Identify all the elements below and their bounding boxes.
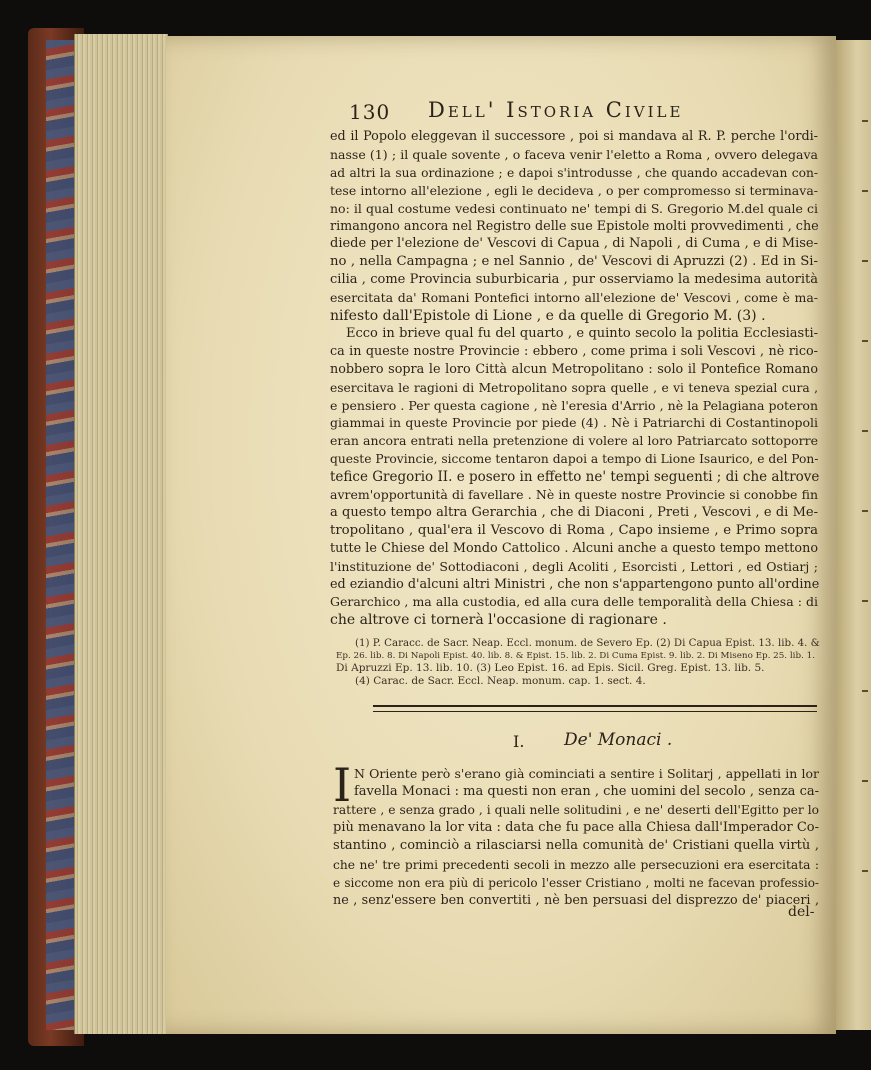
- section-line: che ne' tre primi precedenti secoli in mezzo alle persecuzioni era esercitata :: [333, 857, 819, 872]
- section-line: rattere , e senza grado , i quali nelle solitudini , e ne' deserti dell'Egitto per lo: [333, 803, 819, 818]
- body-line: a questo tempo altra Gerarchia , che di Diaconi , Preti , Vescovi , e di Me-: [330, 504, 818, 520]
- body-line: che altrove ci tornerà l'occasione di ragionare .: [330, 612, 667, 629]
- section-rule: [373, 705, 817, 707]
- body-line: rimangono ancora nel Registro delle sue Epistole molti provvedimenti , che: [330, 218, 819, 234]
- body-line: diede per l'elezione de' Vescovi di Capua , di Napoli , di Cuma , e di Mise-: [330, 236, 818, 252]
- section-line: favella Monaci : ma questi non eran , che uomini del secolo , senza ca-: [354, 784, 819, 800]
- body-line: avrem'opportunità di favellare . Nè in queste nostre Provincie si conobbe fin: [330, 487, 818, 502]
- initial-letter: I: [333, 758, 352, 812]
- body-line: ed il Popolo eleggevan il successore , poi si mandava al R. P. perche l'ordi-: [330, 129, 818, 144]
- right-page-edge: [836, 40, 871, 1030]
- body-line: tutte le Chiese del Mondo Cattolico . Alcuni anche a questo tempo mettono: [330, 540, 818, 556]
- body-line: nobbero sopra le loro Città alcun Metropolitano : solo il Pontefice Romano: [330, 361, 818, 377]
- body-line: cilia , come Provincia suburbicaria , pur osserviamo la medesima autorità: [330, 272, 818, 288]
- body-line: no , nella Campagna ; e nel Sannio , de' Vescovi di Apruzzi (2) . Ed in Si-: [330, 254, 818, 270]
- section-number: I.: [513, 732, 525, 751]
- body-line: tese intorno all'elezione , egli le decideva , o per compromesso si terminava-: [330, 182, 818, 198]
- body-line: Gerarchico , ma alla custodia, ed alla cura delle temporalità della Chiesa : di: [330, 594, 818, 610]
- body-line: l'instituzione de' Sottodiaconi , degli Acoliti , Esorcisti , Lettori , ed Ostiarj ;: [330, 558, 818, 574]
- body-line: esercitava le ragioni di Metropolitano sopra quelle , e vi teneva spezial cura ,: [330, 380, 818, 395]
- section-line: ne , senz'essere ben convertiti , nè ben persuasi del disprezzo de' piaceri ,: [333, 892, 819, 908]
- body-line: tefice Gregorio II. e posero in effetto ne' tempi seguenti ; di che altrove: [330, 469, 820, 486]
- section-line: stantino , cominciò a rilasciarsi nella comunità de' Cristiani quella virtù ,: [333, 838, 819, 854]
- footnote-line: (1) P. Caracc. de Sacr. Neap. Eccl. monum. de Severo Ep. (2) Di Capua Epist. 13. lib. 4. &: [355, 637, 820, 649]
- body-line: ca in queste nostre Provincie : ebbero , come prima i soli Vescovi , nè rico-: [330, 343, 818, 359]
- section-line: e siccome non era più di pericolo l'esser Cristiano , molti ne facevan professio-: [333, 875, 819, 890]
- footnote-line: (4) Carac. de Sacr. Eccl. Neap. monum. cap. 1. sect. 4.: [355, 674, 646, 687]
- body-line: nasse (1) ; il quale sovente , o faceva venir l'eletto a Roma , ovvero delegava: [330, 146, 818, 162]
- body-line: eran ancora entrati nella pretenzione di volere al loro Patriarcato sottoporre: [330, 433, 818, 449]
- body-line: no: il qual costume vedesi continuato ne' tempi di S. Gregorio M.del quale ci: [330, 200, 818, 216]
- page-number: 130: [349, 100, 391, 124]
- body-line: ad altri la sua ordinazione ; e dapoi s'introdusse , che quando accadevan con-: [330, 165, 818, 180]
- body-line: giammai in queste Provincie por piede (4) . Nè i Patriarchi di Costantinopoli: [330, 415, 818, 431]
- body-line: e pensiero . Per questa cagione , nè l'eresia d'Arrio , nè la Pelagiana poteron: [330, 397, 818, 413]
- footnote-line: Di Apruzzi Ep. 13. lib. 10. (3) Leo Epist. 16. ad Epis. Sicil. Greg. Epist. 13. lib. 5.: [336, 662, 765, 674]
- running-title: Dell' Istoria Civile: [428, 98, 684, 122]
- body-line: queste Provincie, siccome tentaron dapoi a tempo di Lione Isaurico, e del Pon-: [330, 452, 819, 467]
- body-line: esercitata da' Romani Pontefici intorno all'elezione de' Vescovi , come è ma-: [330, 290, 818, 306]
- body-line: nifesto dall'Epistole di Lione , e da quelle di Gregorio M. (3) .: [330, 308, 766, 324]
- body-line: tropolitano , qual'era il Vescovo di Roma , Capo insieme , e Primo sopra: [330, 522, 818, 538]
- section-line: più menavano la lor vita : data che fu pace alla Chiesa dall'Imperador Co-: [333, 820, 819, 836]
- body-line: Ecco in brieve qual fu del quarto , e quinto secolo la politia Ecclesiasti-: [346, 325, 818, 341]
- footnote-line: Ep. 26. lib. 8. Di Napoli Epist. 40. lib. 8. & Epist. 15. lib. 2. Di Cuma Epist. 9. lib. 2. Di Miseno Ep. 25. lib. 1.: [336, 650, 815, 661]
- body-line: ed eziandio d'alcuni altri Ministri , che non s'appartengono punto all'ordine: [330, 576, 820, 592]
- catchword: del-: [788, 904, 815, 920]
- section-title: De' Monaci .: [564, 730, 673, 750]
- page-block-edge: [74, 34, 168, 1034]
- section-rule-thin: [373, 711, 817, 712]
- section-line: N Oriente però s'erano già cominciati a sentire i Solitarj , appellati in lor: [354, 766, 819, 781]
